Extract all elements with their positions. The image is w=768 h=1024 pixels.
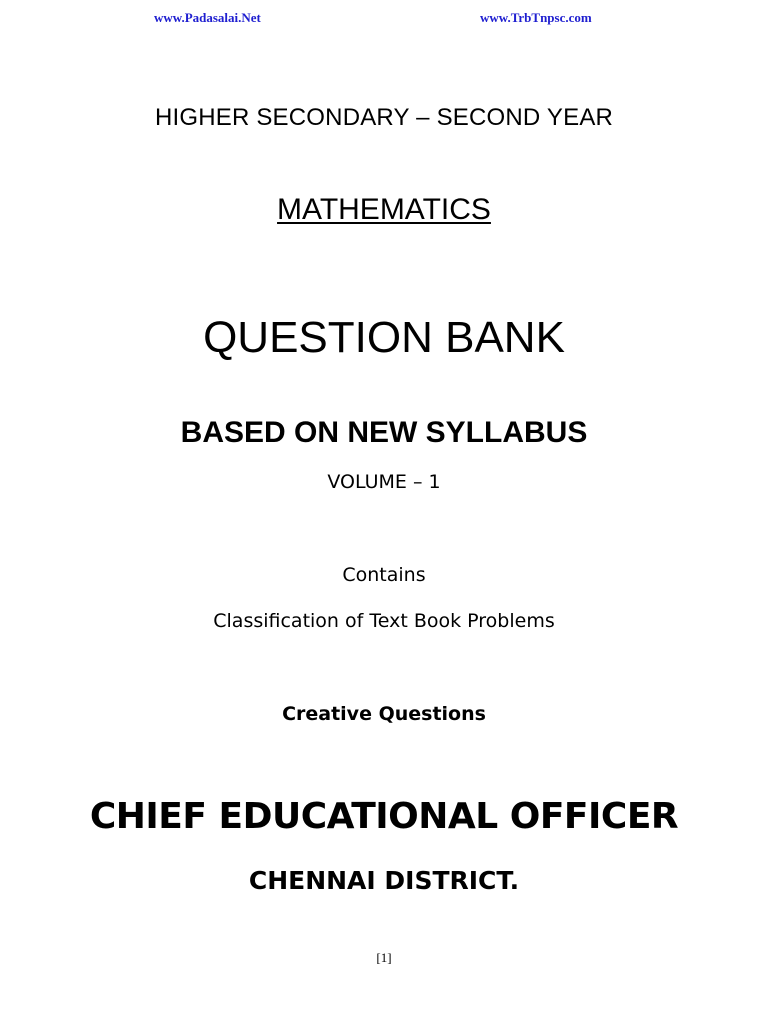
district-heading: CHENNAI DISTRICT. — [248, 866, 520, 895]
contains-label: Contains — [342, 564, 426, 586]
creative-questions-label: Creative Questions — [282, 703, 486, 725]
syllabus-heading: BASED ON NEW SYLLABUS — [180, 416, 588, 449]
document-title: QUESTION BANK — [203, 313, 565, 362]
course-subtitle: HIGHER SECONDARY – SECOND YEAR — [154, 104, 614, 131]
volume-label: VOLUME – 1 — [327, 471, 441, 493]
trbtnpsc-link[interactable]: www.TrbTnpsc.com — [480, 10, 592, 25]
subject-heading-text: MATHEMATICS — [277, 193, 491, 226]
page-number: [1] — [376, 950, 392, 965]
padasalai-link[interactable]: www.Padasalai.Net — [154, 10, 261, 25]
subject-heading — [0, 193, 768, 227]
classification-label: Classification of Text Book Problems — [213, 610, 555, 632]
author-heading: CHIEF EDUCATIONAL OFFICER — [89, 796, 679, 837]
